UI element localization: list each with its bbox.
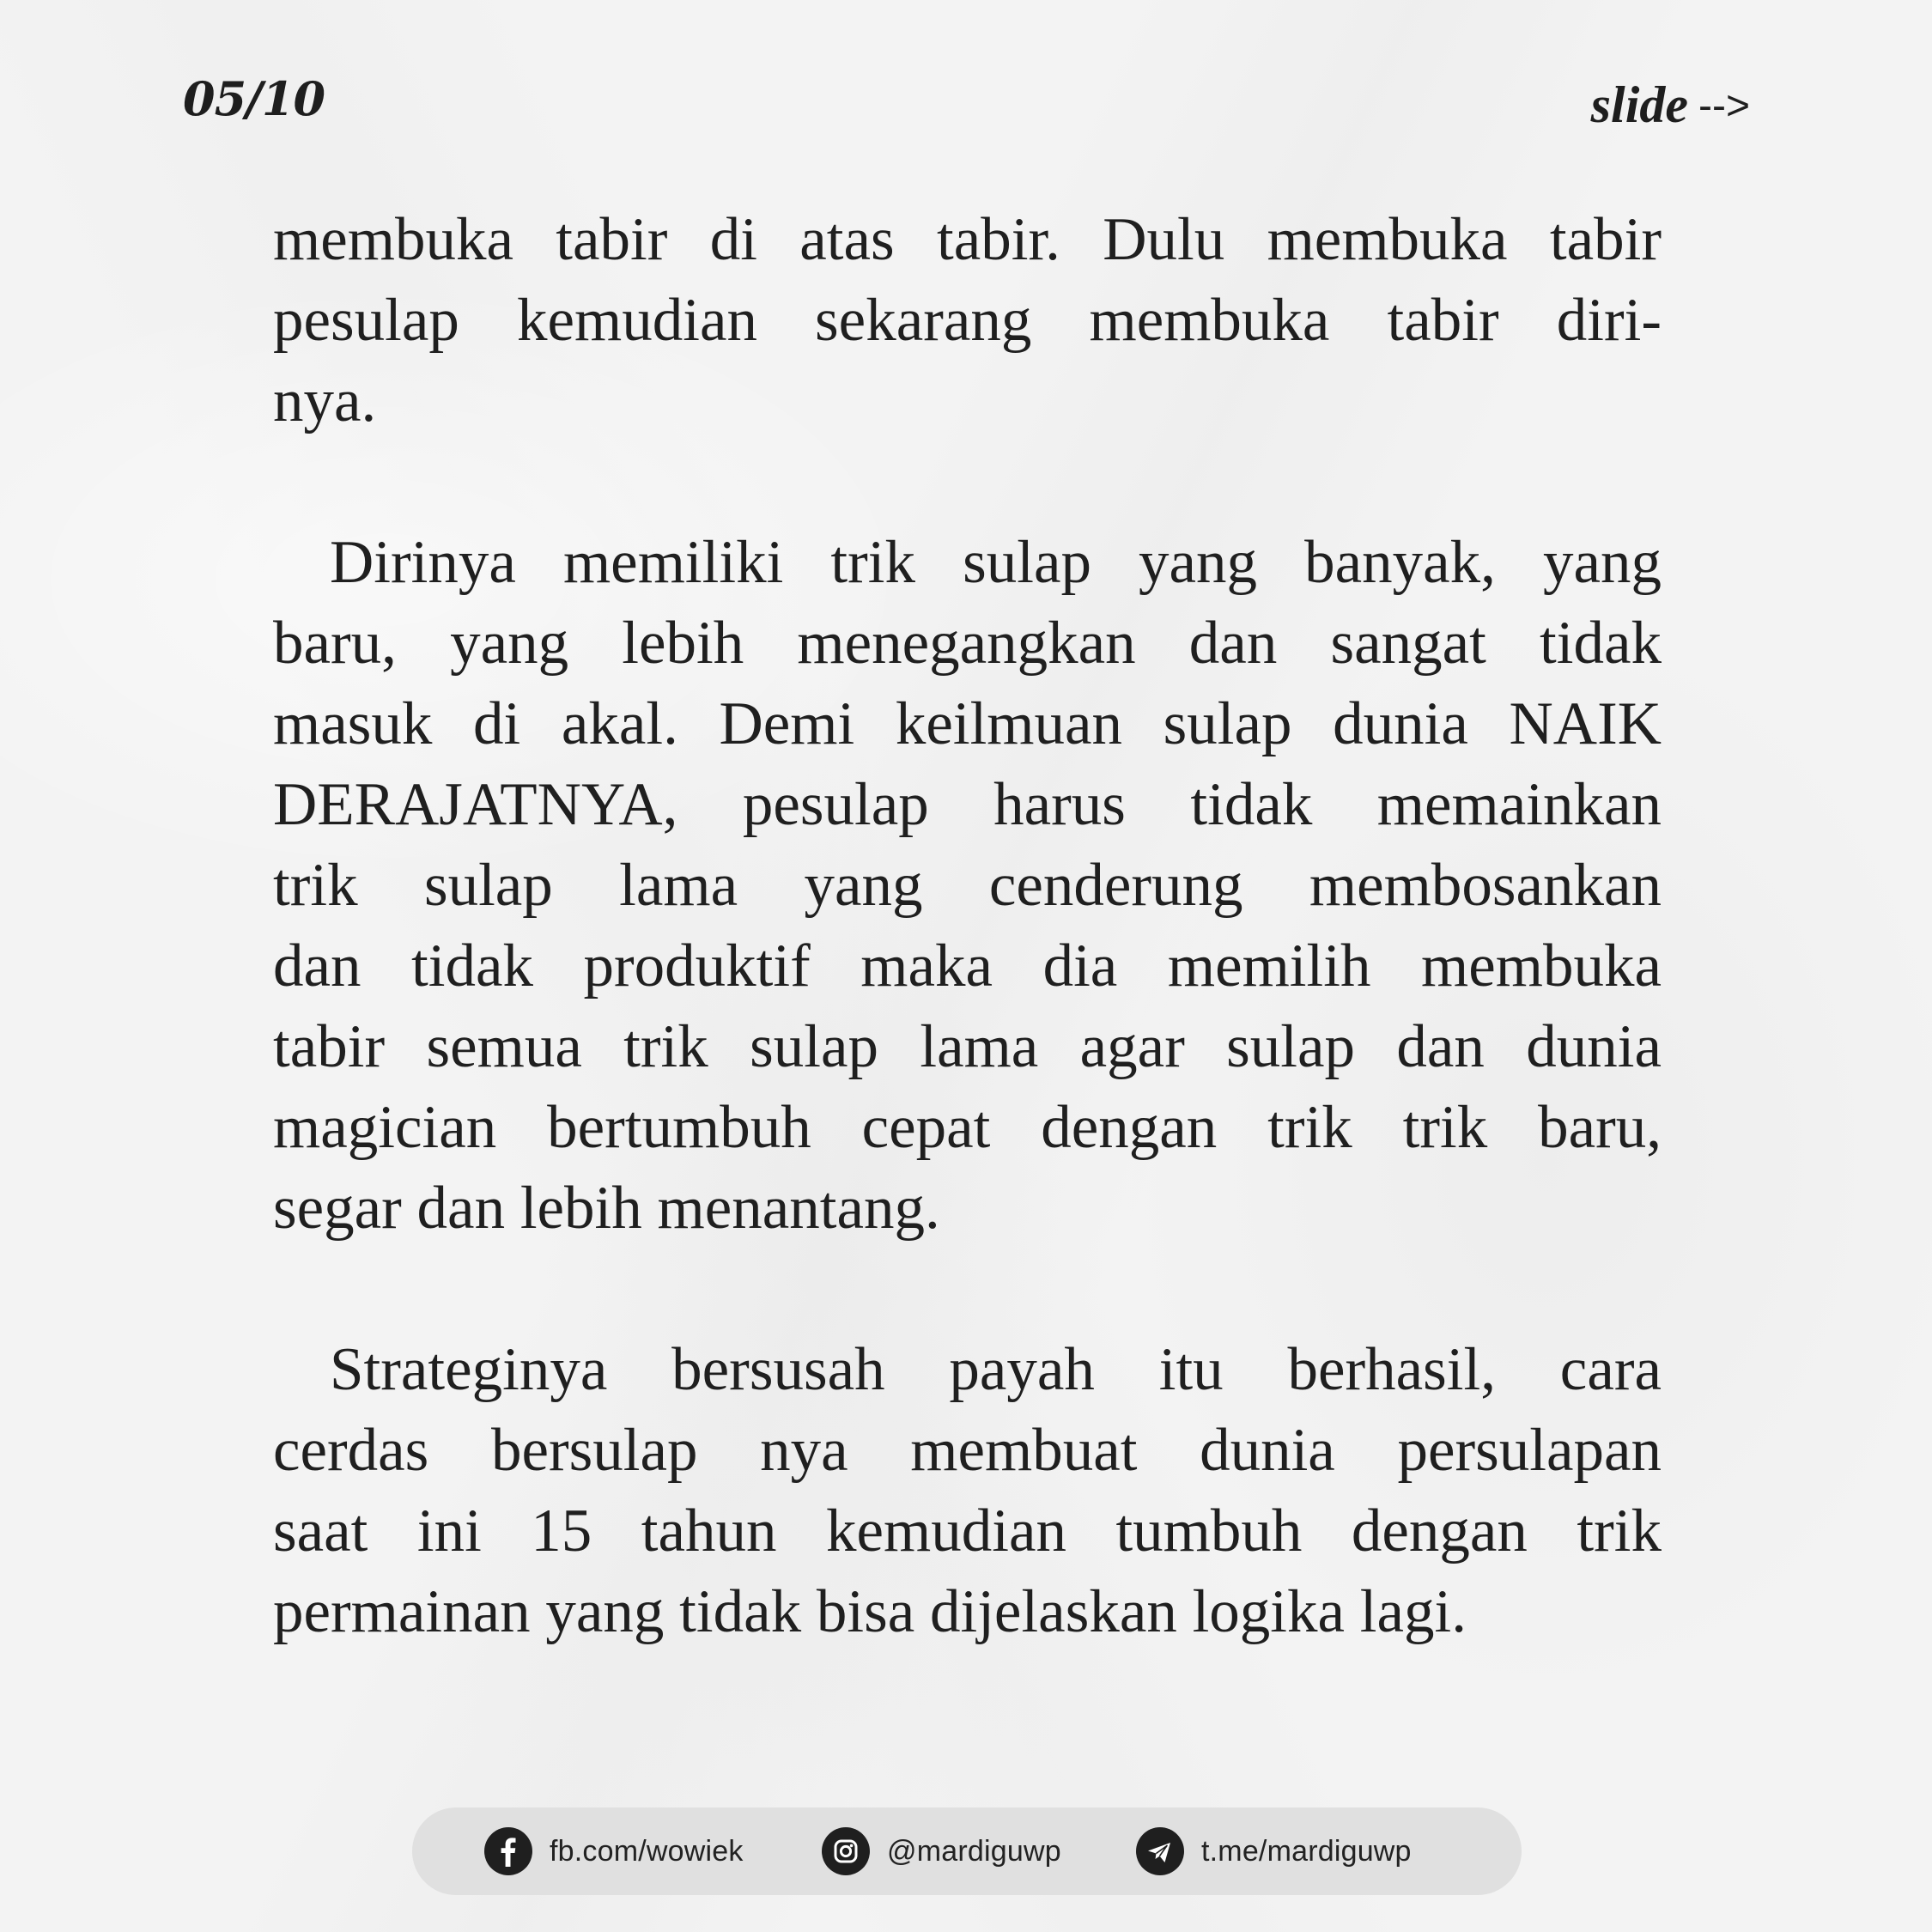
text-line: saat ini 15 tahun kemudian tumbuh dengan trik (273, 1498, 1662, 1564)
instagram-icon (822, 1827, 870, 1875)
social-instagram[interactable] (822, 1807, 1061, 1895)
footer-social-bar (412, 1807, 1522, 1895)
text-line: DERAJATNYA, pesulap harus tidak memainkan (273, 771, 1662, 838)
body-text (273, 199, 1662, 1652)
text-line: segar dan lebih menantang. (273, 1175, 940, 1242)
arrow-icon: --> (1698, 83, 1750, 129)
paragraph-3 (273, 1329, 1662, 1652)
text-line: magician bertumbuh cepat dengan trik trik baru, (273, 1094, 1662, 1161)
text-line: tabir semua trik sulap lama agar sulap dan dunia (273, 1013, 1662, 1080)
social-telegram[interactable] (1136, 1807, 1412, 1895)
text-line: dan tidak produktif maka dia memilih membuka (273, 933, 1662, 999)
text-line: masuk di akal. Demi keilmuan sulap dunia NAIK (273, 690, 1662, 757)
slide-hint (1590, 76, 1750, 133)
facebook-label: fb.com/wowiek (550, 1834, 744, 1868)
text-line: nya. (273, 368, 377, 434)
text-line: cerdas bersulap nya membuat dunia persulapan (273, 1417, 1662, 1484)
text-line: membuka tabir di atas tabir. Dulu membuka tabir (273, 206, 1662, 273)
text-line: Strateginya bersusah payah itu berhasil, cara (330, 1336, 1662, 1403)
page-number: 05/10 (183, 71, 325, 126)
text-line: Dirinya memiliki trik sulap yang banyak, yang (330, 529, 1662, 596)
paragraph-1 (273, 199, 1662, 441)
text-line: pesulap kemudian sekarang membuka tabir diri- (273, 287, 1662, 354)
telegram-icon (1136, 1827, 1184, 1875)
telegram-label: t.me/mardiguwp (1201, 1834, 1412, 1868)
paragraph-2 (273, 522, 1662, 1249)
instagram-label: @mardiguwp (887, 1834, 1061, 1868)
text-line: trik sulap lama yang cenderung membosankan (273, 852, 1662, 919)
slide-hint-word: slide (1590, 76, 1688, 133)
facebook-icon (484, 1827, 532, 1875)
text-line: baru, yang lebih menegangkan dan sangat tidak (273, 610, 1662, 677)
social-facebook[interactable] (484, 1807, 744, 1895)
text-line: permainan yang tidak bisa dijelaskan logika lagi. (273, 1578, 1467, 1645)
